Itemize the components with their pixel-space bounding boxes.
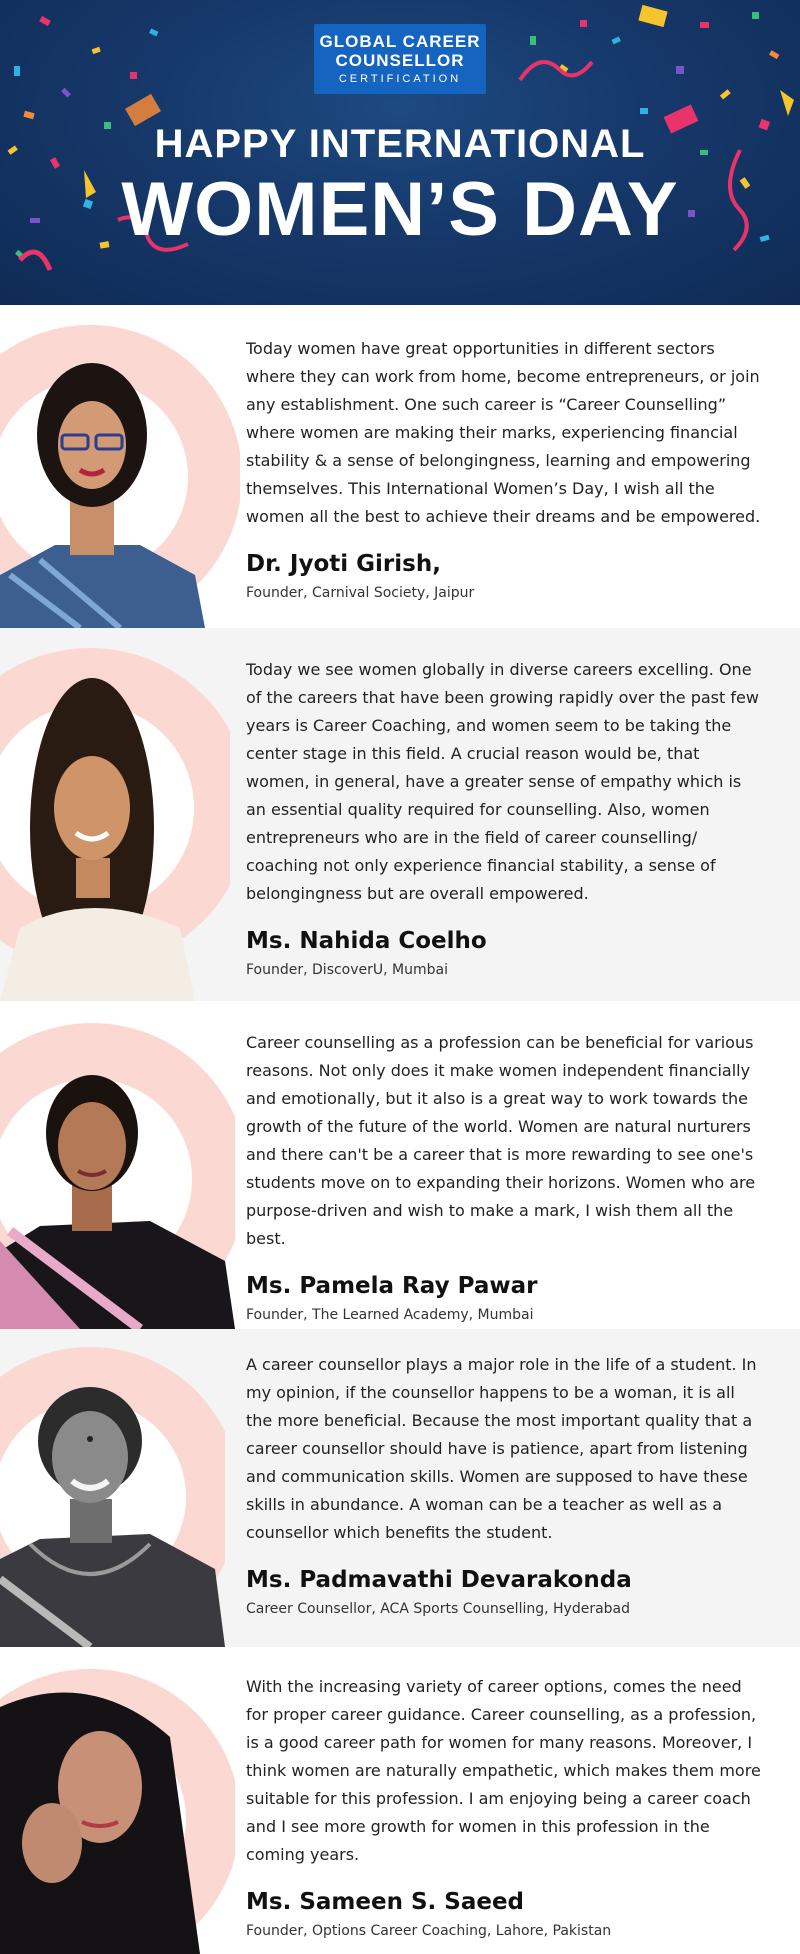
logo-line-3: CERTIFICATION [338,73,462,85]
portrait-photo [0,628,230,1001]
portrait-photo [0,1001,235,1329]
testimonial-quote: With the increasing variety of career options, comes the need for proper career guidance. Career counselling, as a profession, is a good career path for women for many reasons. Moreover, I think women are naturally empathetic, which makes them more suitable for this profession. I am enjoying being a career coach and I see more growth for women in this profession in the coming years. [246,1677,761,1864]
testimonial-author-name: Ms. Padmavathi Devarakonda [246,1567,632,1593]
testimonial-author-name: Ms. Pamela Ray Pawar [246,1273,538,1299]
testimonial-quote: Today we see women globally in diverse careers excelling. One of the careers that have been growing rapidly over the past few years is Career Coaching, and women seem to be taking the center stage in this field. A crucial reason would be, that women, in general, have a greater sense of empathy which is an essential quality required for counselling. Also, women entrepreneurs who are in the field of career counselling/ coaching not only experience financial stability, a sense of belongingness but are overall empowered. [246,660,759,903]
testimonial-author-name: Ms. Sameen S. Saeed [246,1889,525,1915]
testimonial-author-role: Founder, The Learned Academy, Mumbai [246,1307,534,1323]
testimonial-quote: A career counsellor plays a major role in the life of a student. In my opinion, if the counsellor happens to be a woman, it is all the more beneficial. Because the most important quality that a career counsellor should have is patience, apart from listening and communication skills. Women are supposed to have these skills in abundance. A woman can be a teacher as well as a counsellor which benefits the student. [246,1355,757,1542]
logo-line-1: GLOBAL CAREER [319,32,481,51]
testimonial-author-role: Founder, DiscoverU, Mumbai [246,962,448,978]
testimonial-author-role: Founder, Options Career Coaching, Lahore, Pakistan [246,1923,612,1939]
header-banner [0,0,800,305]
testimonial-author-name: Dr. Jyoti Girish, [246,551,441,577]
testimonial-card [0,1329,800,1647]
banner-title-line-2: WOMEN’S DAY [121,167,679,252]
testimonial-card [0,305,800,628]
testimonial-author-name: Ms. Nahida Coelho [246,928,487,954]
testimonial-author-role: Career Counsellor, ACA Sports Counselling, Hyderabad [246,1601,631,1617]
banner-title-line-1: HAPPY INTERNATIONAL [154,122,646,166]
testimonial-author-role: Founder, Carnival Society, Jaipur [246,585,475,601]
portrait-photo [0,1329,225,1647]
portrait-photo [0,1647,235,1954]
testimonial-card [0,1001,800,1329]
testimonial-card [0,1647,800,1954]
gcc-logo [314,24,486,94]
logo-line-2: COUNSELLOR [335,51,465,70]
testimonial-card [0,628,800,1001]
testimonial-quote: Career counselling as a profession can be beneficial for various reasons. Not only does it make women independent financially and emotionally, but it also is a great way to work towards the growth of the future of the world. Women are natural nurturers and there can't be a career that is more rewarding to see one's students move on to expanding their horizons. Women who are purpose-driven and wish to make a mark, I wish them all the best. [246,1033,756,1248]
portrait-photo [0,305,240,628]
testimonial-quote: Today women have great opportunities in different sectors where they can work from home, become entrepreneurs, or join any establishment. One such career is “Career Counselling” where women are making their marks, experiencing financial stability & a sense of belongingness, learning and empowering themselves. This International Women’s Day, I wish all the women all the best to achieve their dreams and be empowered. [246,339,761,526]
